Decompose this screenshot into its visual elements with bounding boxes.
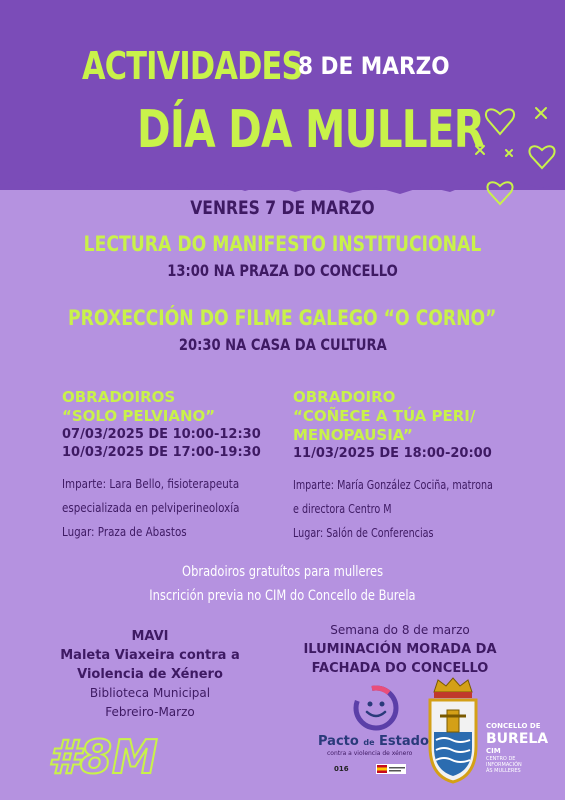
- concello-burela-logo: CONCELLO DE BURELA CIM CENTRO DE INFORMACIÓN ÁS MULLERES: [486, 722, 549, 774]
- workshop-title-line: OBRADOIRO: [293, 388, 396, 406]
- actividades-heading: ACTIVIDADES: [82, 44, 303, 88]
- workshop-menopause: [293, 388, 543, 545]
- workshop-time: 11/03/2025 DE 18:00-20:00: [293, 446, 492, 461]
- semana-line: ILUMINACIÓN MORADA DA: [303, 642, 497, 657]
- free-notice: Obradoiros gratuítos para mulleres Inscrición previa no CIM do Concello de Burela: [149, 564, 416, 604]
- workshop-info: e directora Centro M: [293, 502, 392, 516]
- workshop-title-line: “SOLO PELVIANO”: [62, 407, 216, 425]
- workshop-info: Imparte: María González Cociña, matrona: [293, 478, 493, 492]
- mavi-title: MAVI: [131, 629, 169, 644]
- semana-block: [285, 621, 515, 678]
- semana-intro: Semana do 8 de marzo: [330, 623, 470, 637]
- mavi-line: Maleta Viaxeira contra a: [60, 648, 240, 663]
- mavi-block: [30, 627, 270, 722]
- event-detail-film: 20:30 NA CASA DA CULTURA: [178, 335, 387, 354]
- day-heading: VENRES 7 DE MARZO: [190, 197, 375, 219]
- workshop-location: Lugar: Salón de Conferencias: [293, 526, 434, 540]
- pacto-subtitle: contra a violencia de xénero: [327, 750, 413, 757]
- pacto-logo-icon: [336, 684, 416, 732]
- phone-016: 016: [334, 765, 349, 773]
- mavi-line: Violencia de Xénero: [77, 667, 223, 682]
- burela-coat-of-arms-icon: [424, 676, 482, 784]
- workshop-pelvic: [62, 388, 268, 544]
- date-heading: 8 DE MARZO: [298, 52, 450, 80]
- mavi-location: Biblioteca Municipal: [89, 686, 211, 700]
- event-detail-manifesto: 13:00 NA PRAZA DO CONCELLO: [167, 261, 398, 280]
- workshop-time: 10/03/2025 DE 17:00-19:30: [62, 445, 261, 460]
- workshop-title-line: “COÑECE A TÚA PERI/: [293, 407, 476, 425]
- workshop-title-line: OBRADOIROS: [62, 388, 176, 406]
- hashtag: #8M: [48, 730, 158, 784]
- mavi-dates: Febreiro-Marzo: [105, 705, 195, 719]
- pacto-name: Pacto de Estado: [318, 734, 429, 749]
- government-flag-icon: [376, 764, 406, 774]
- workshop-info: Imparte: Lara Bello, fisioterapeuta: [62, 477, 240, 491]
- workshop-time: 07/03/2025 DE 10:00-12:30: [62, 427, 261, 442]
- page-title: DÍA DA MULLER: [137, 100, 485, 160]
- event-title-manifesto: LECTURA DO MANIFESTO INSTITUCIONAL: [83, 232, 482, 256]
- event-title-film: PROXECCIÓN DO FILME GALEGO “O CORNO”: [68, 306, 497, 330]
- semana-line: FACHADA DO CONCELLO: [311, 661, 489, 676]
- workshop-info: especializada en pelviperineoloxía: [62, 501, 240, 515]
- workshop-title-line: MENOPAUSIA”: [293, 426, 413, 444]
- workshop-location: Lugar: Praza de Abastos: [62, 525, 187, 539]
